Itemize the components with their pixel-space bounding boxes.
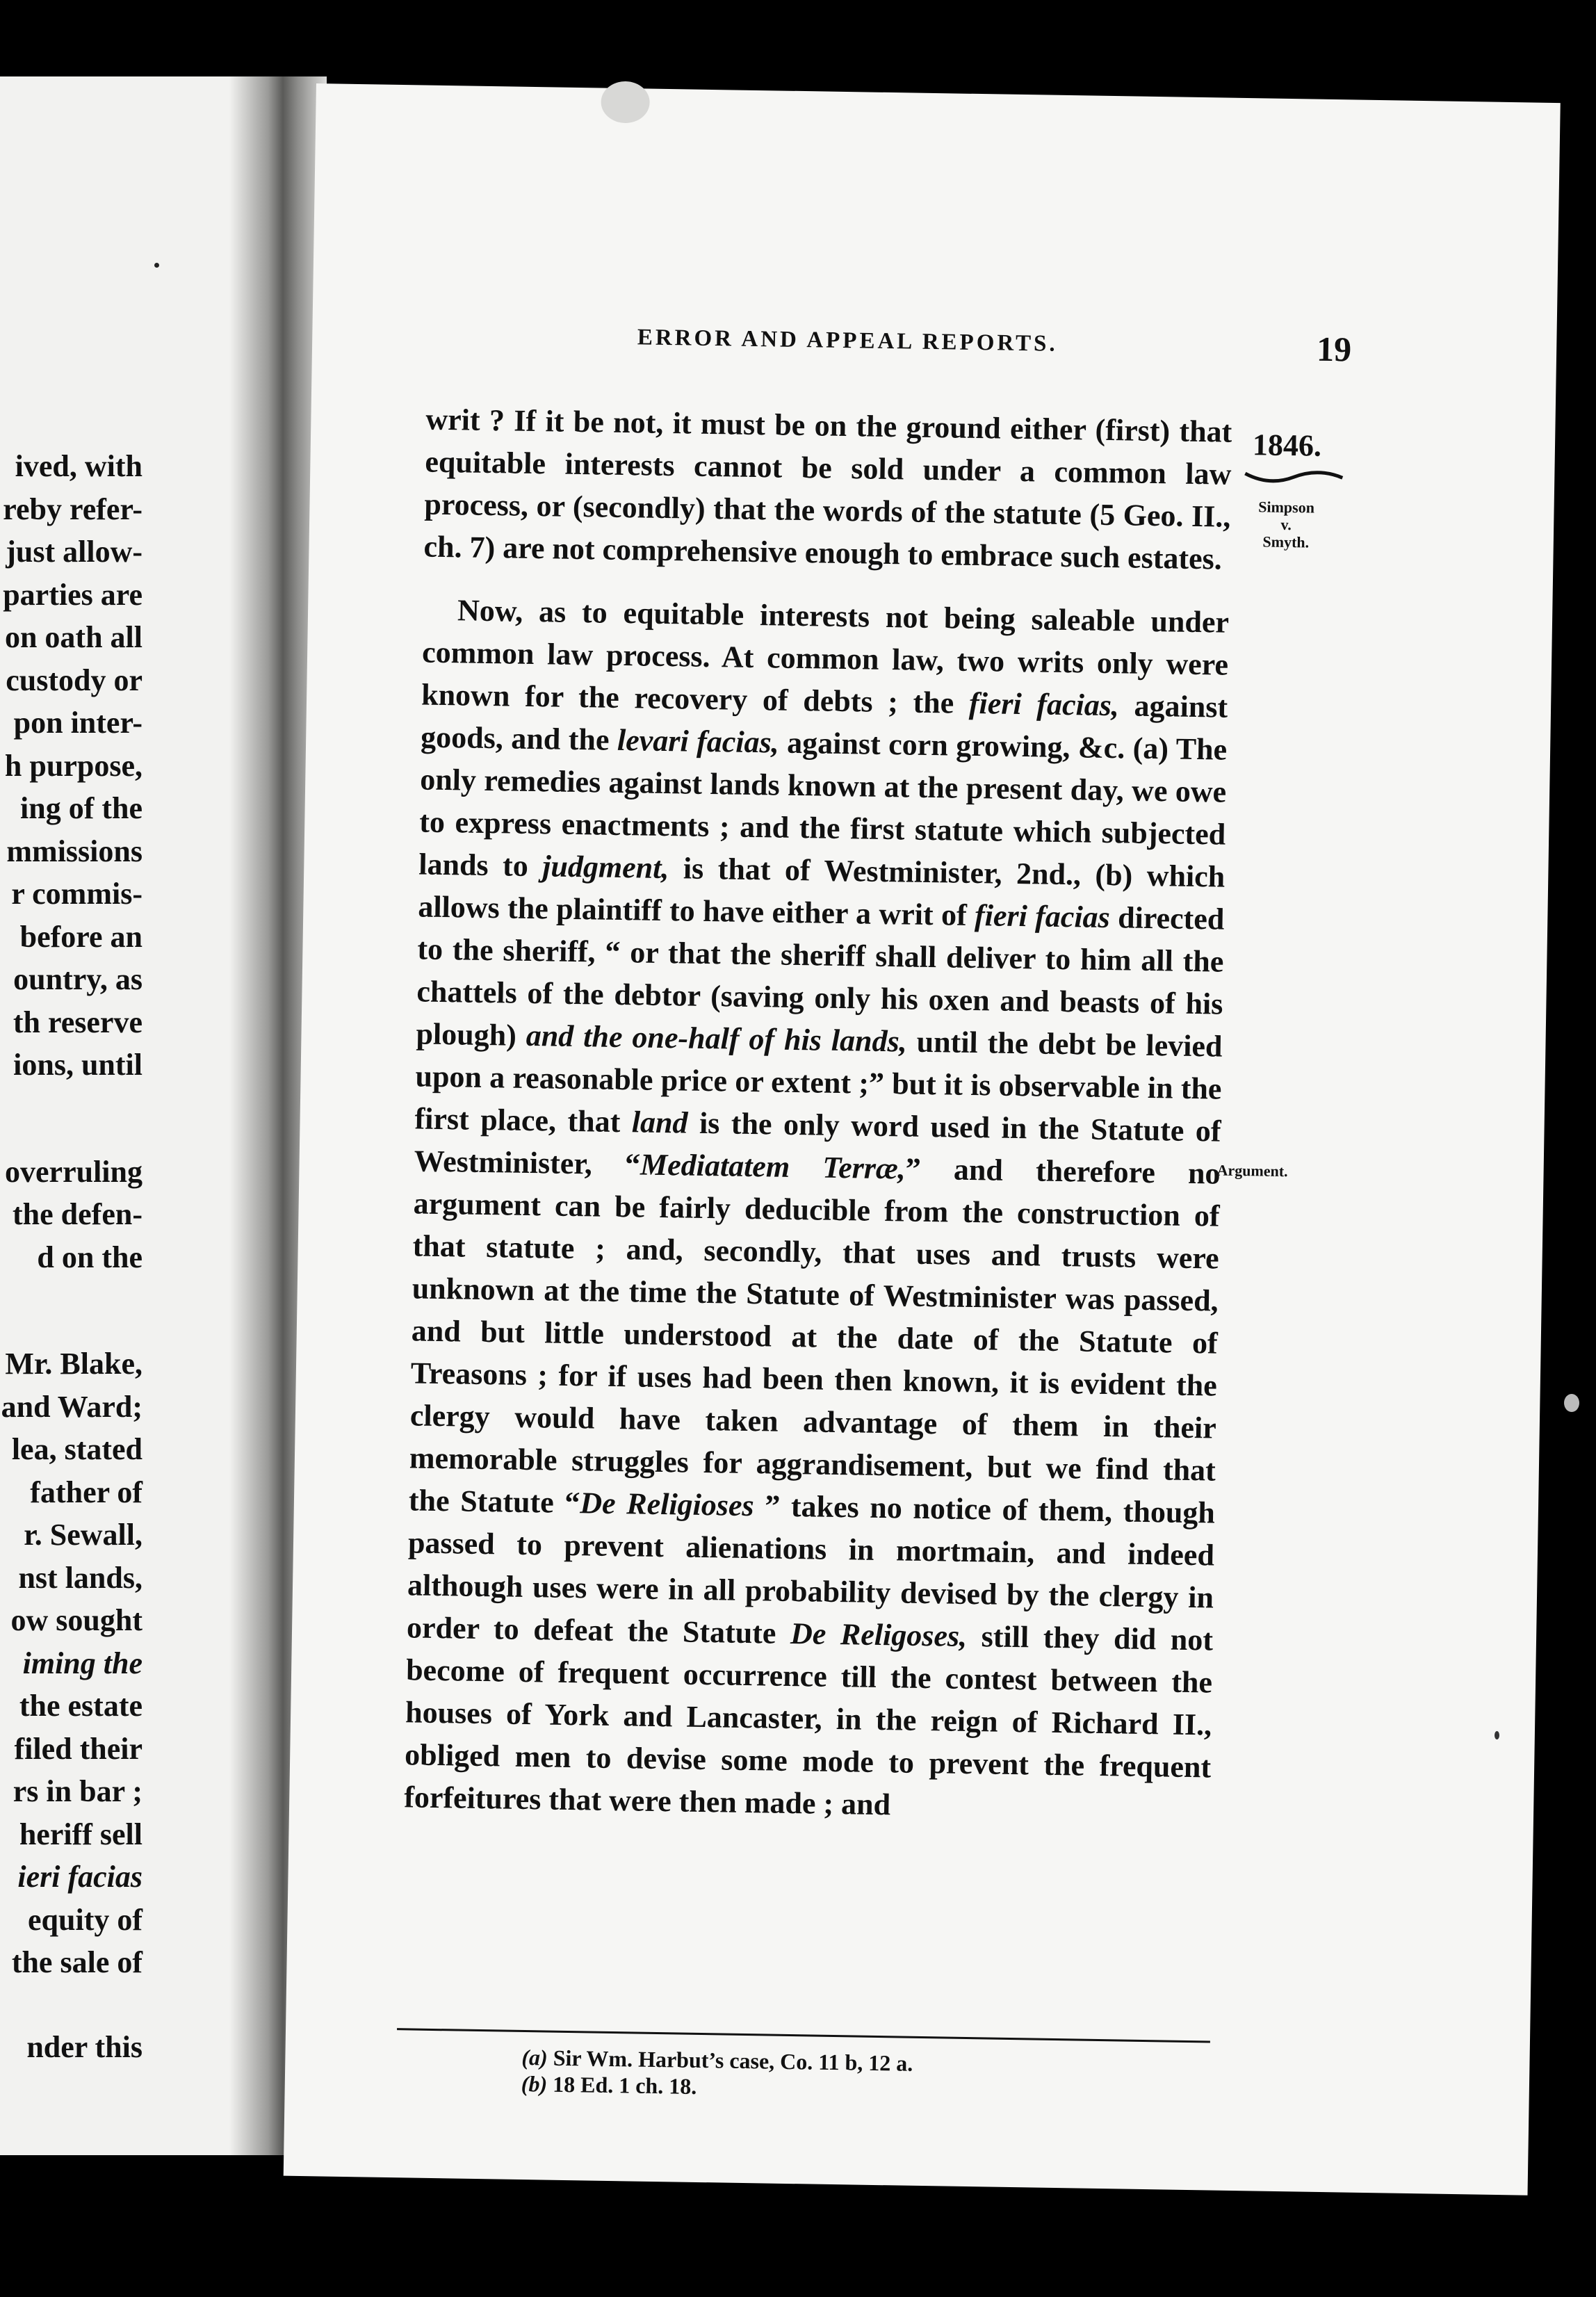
footnote: (b) 18 Ed. 1 ch. 18. (521, 2070, 697, 2099)
left-line: father of (30, 1475, 142, 1509)
left-line: equity of (28, 1902, 142, 1937)
left-line: ow sought (10, 1603, 142, 1637)
left-line: parties are (3, 577, 142, 612)
case-versus: v. (1280, 515, 1292, 534)
left-line: and Ward; (1, 1389, 142, 1424)
margin-argument: Argument. (1216, 1161, 1288, 1180)
left-line: ountry, as (13, 962, 142, 996)
footnote: (a) Sir Wm. Harbut’s case, Co. 11 b, 12 a. (521, 2044, 913, 2076)
left-line: r commis- (11, 877, 142, 911)
left-line: custody or (6, 663, 142, 697)
left-line: iming the (22, 1646, 142, 1680)
left-line: lea, stated (11, 1432, 142, 1466)
left-line: d on the (37, 1240, 142, 1274)
case-party-1: Simpson (1258, 498, 1315, 517)
running-head: ERROR AND APPEAL REPORTS. (637, 325, 1058, 357)
ink-dot (154, 263, 159, 268)
scan-speck (1495, 1731, 1499, 1739)
left-line: ing of the (20, 791, 142, 825)
paragraph: writ ? If it be not, it must be on the ground either (first) that equitable interests cannot be sold under a common law process, or (secondly) that the words of the statute (5 Geo. II., ch. 7) are not comprehensive enough to embrace such estates. (423, 402, 1232, 576)
scan-speck (1564, 1394, 1579, 1412)
left-line: mmissions (6, 834, 142, 868)
left-line: Mr. Blake, (5, 1347, 142, 1381)
left-line: the defen- (13, 1197, 142, 1231)
left-line: pon inter- (13, 706, 142, 740)
left-line: reby refer- (3, 492, 142, 526)
margin-year: 1846. (1252, 428, 1322, 463)
left-line: rs in bar ; (13, 1774, 142, 1808)
footnotes (521, 2044, 913, 2103)
left-line: the sale of (11, 1945, 142, 1979)
left-line: h purpose, (4, 748, 142, 783)
book-page (284, 83, 1561, 2195)
left-line: nder this (26, 2029, 142, 2064)
left-line: the estate (19, 1689, 142, 1723)
footnote-rule (397, 2028, 1210, 2043)
page-number: 19 (1316, 329, 1352, 369)
paper-blemish (601, 81, 650, 123)
left-line: overruling (5, 1154, 142, 1189)
swash-ornament (1241, 466, 1346, 489)
left-line: r. Sewall, (24, 1518, 142, 1552)
left-line: nst lands, (18, 1560, 142, 1595)
left-line: ions, until (13, 1048, 142, 1082)
left-line: ived, with (15, 449, 142, 483)
left-line: on oath all (4, 620, 142, 654)
left-line: before an (19, 919, 142, 954)
body-text (404, 398, 1232, 1831)
left-line: th reserve (13, 1005, 142, 1039)
left-line: ieri facias (17, 1860, 142, 1894)
left-line: heriff sell (19, 1817, 142, 1851)
left-line: just allow- (6, 535, 142, 569)
case-party-2: Smyth. (1262, 533, 1310, 551)
margin-case-name (1248, 498, 1325, 551)
paragraph: Now, as to equitable interests not being saleable under common law process. At common law, two writs only were known for the recovery of debts ; the fieri facias, against goods, and the levari facias, against corn growing, &c. (a) The only remedies against lands known at the present day, we owe to express enactments ; and the first statute which subjected lands to judgment, is that of Westminister, 2nd., (b) which allows the plaintiff to have either a writ of fieri facias directed to the sheriff, “ or that the sheriff shall deliver to him all the chattels of the debtor (saving only his oxen and beasts of his plough) and the one-half of his lands, until the debt be levied upon a reasonable price or extent ;” but it is observable in the first place, that land is the only word used in the Statute of Westminister, “Mediatatem Terræ,” and therefore no argument can be fairly deducible from the construction of that statute ; and, secondly, that uses and trusts were unknown at the time the Statute of Westminister was passed, and but little understood at the date of the Statute of Treasons ; for if uses had been then known, it is evident the clergy would have taken advantage of them in their memorable struggles for aggrandisement, but we find that the Statute “De Religioses ” takes no notice of them, though passed to prevent alienations in mortmain, and indeed although uses were in all probability devised by the clergy in order to defeat the Statute De Religoses, still they did not become of frequent occurrence till the contest between the houses of York and Lancaster, in the reign of Richard II., obliged men to devise some mode to prevent the frequent forfeitures that were then made ; and (403, 593, 1230, 1822)
left-line: filed their (14, 1731, 142, 1766)
